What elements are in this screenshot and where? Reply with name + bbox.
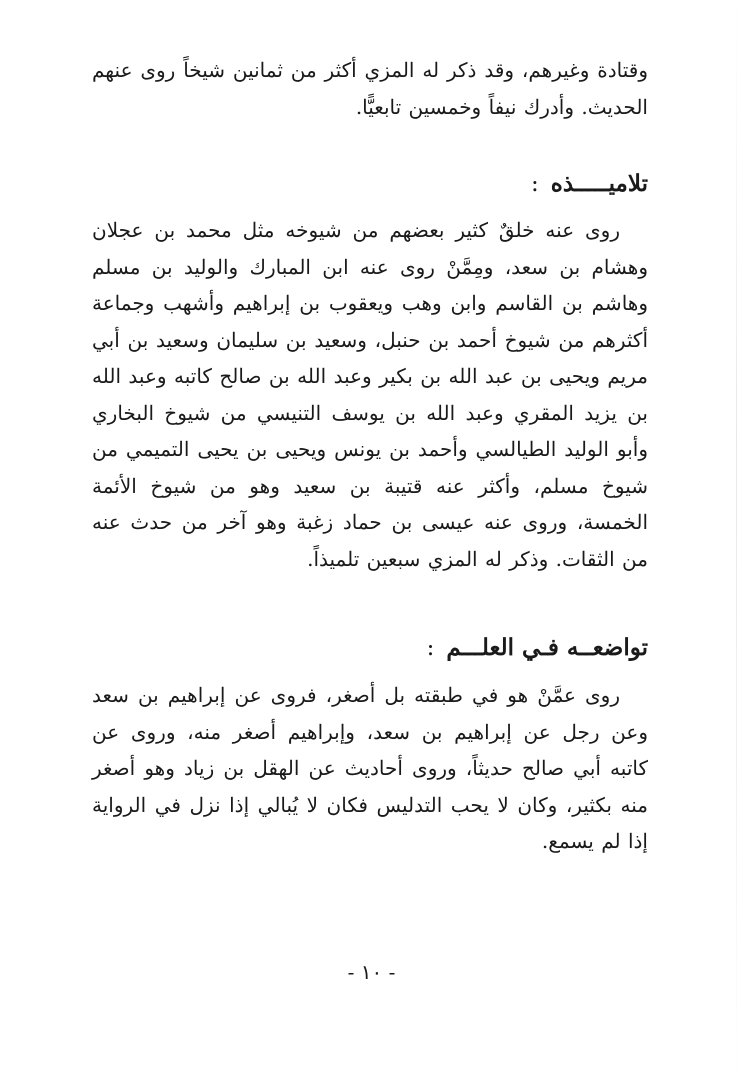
students-heading-text: تلاميـــــذه <box>550 170 648 197</box>
humility-heading-text: تواضعــه فـي العلـــم <box>446 634 648 661</box>
page-edge-shadow <box>736 0 737 1084</box>
students-paragraph-text: روى عنه خلقٌ كثير بعضهم من شيوخه مثل محمد بن عجلان وهشام بن سعد، ومِمَّنْ روى عنه ابن المبارك والوليد بن مسلم وهاشم بن القاسم وابن وهب ويعقوب بن إبراهيم وأشهب وجماعة أكثرهم من شيوخ أحمد بن حنبل، وسعيد بن سليمان وسعيد بن أبي مريم ويحيى بن عبد الله بن بكير وعبد الله بن صالح كاتبه وعبد الله بن يزيد المقري وعبد الله بن يوسف التنيسي من شيوخ البخاري وأبو الوليد الطيالسي وأحمد بن يونس ويحيى بن يحيى التميمي من شيوخ مسلم، وأكثر عنه قتيبة بن سعيد وهو من شيوخ الأئمة الخمسة، وروى عنه عيسى بن حماد زغبة وهو آخر من حدث عنه من الثقات. وذكر له المزي سبعين تلميذاً. <box>92 218 648 571</box>
students-paragraph <box>92 212 648 577</box>
students-heading <box>92 166 648 202</box>
humility-heading <box>92 630 648 666</box>
intro-paragraph: وقتادة وغيرهم، وقد ذكر له المزي أكثر من ثمانين شيخاً روى عنهم الحديث. وأدرك نيفاً وخمسين تابعيًّا. <box>92 58 648 119</box>
humility-heading-colon: : <box>426 635 435 661</box>
students-heading-colon: : <box>531 171 539 197</box>
humility-paragraph-text: روى عمَّنْ هو في طبقته بل أصغر، فروى عن إبراهيم بن سعد وعن رجل عن إبراهيم بن سعد، وإبراهيم أصغر منه، وروى عن كاتبه أبي صالح حديثاً، وروى أحاديث عن الهقل بن زياد وهو أصغر منه بكثير، وكان لا يحب التدليس فكان لا يُبالي إذا نزل في الرواية إذا لم يسمع. <box>92 683 648 853</box>
humility-paragraph <box>92 677 648 860</box>
page-number: - ١٠ - <box>347 960 396 984</box>
